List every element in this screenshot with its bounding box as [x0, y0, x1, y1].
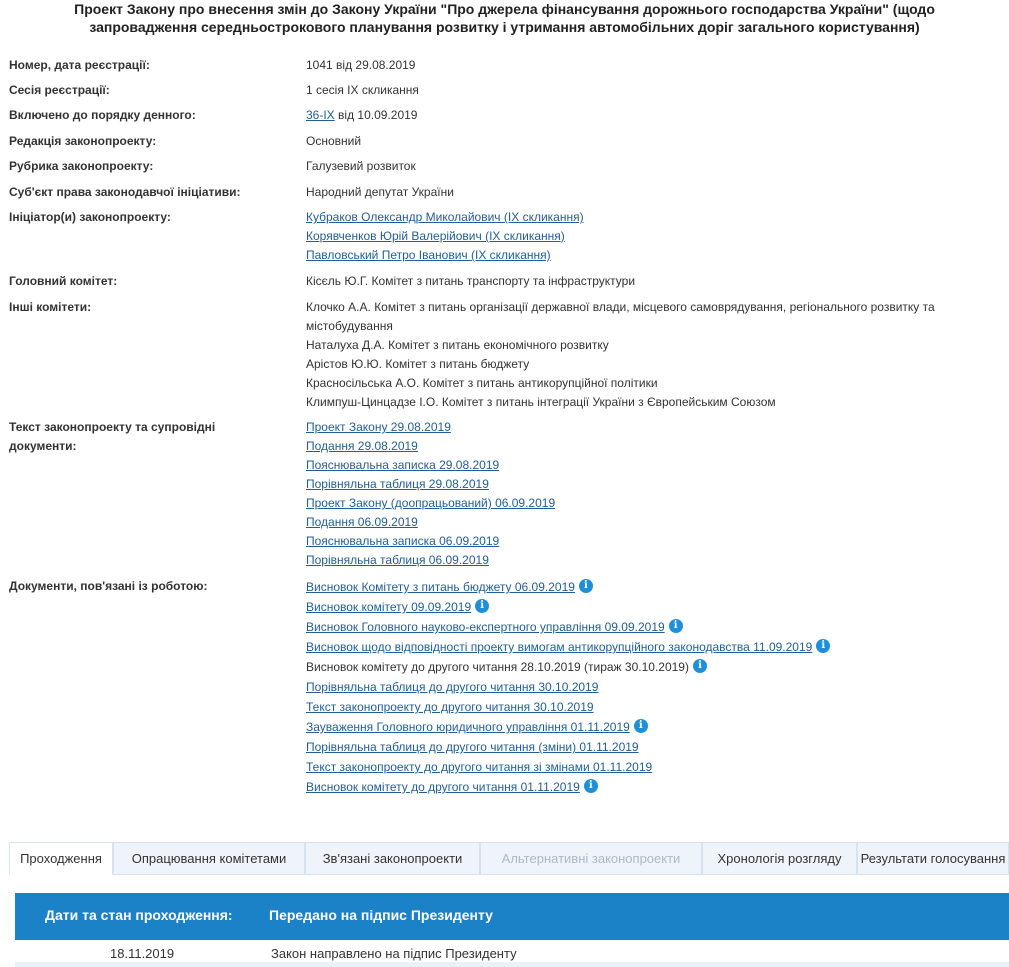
initiator-link[interactable]: Павловський Петро Іванович (IX скликання): [306, 248, 551, 262]
initiator-link[interactable]: Корявченков Юрій Валерійович (IX скликання): [306, 229, 565, 243]
committee-item: Клочко А.А. Комітет з питань організації державної влади, місцевого самоврядування, регіонального розвитку та містобудування: [306, 300, 935, 333]
related-document-link[interactable]: Висновок Комітету з питань бюджету 06.09.2019: [306, 580, 575, 594]
document-link[interactable]: Порівняльна таблиця 29.08.2019: [306, 477, 489, 491]
field-label: Головний комітет:: [9, 274, 118, 288]
info-icon[interactable]: i: [584, 779, 598, 793]
bill-title: [0, 0, 1009, 36]
passage-date: 18.11.2019: [110, 946, 175, 961]
related-document-link[interactable]: Порівняльна таблиця до другого читання 30.10.2019: [306, 680, 599, 694]
table-row: [15, 940, 1009, 962]
bill-title-line-2: запровадження середньострокового планування розвитку і утримання автомобільних доріг загального користування): [89, 19, 920, 35]
related-document-link[interactable]: Висновок Головного науково-експертного управління 09.09.2019: [306, 620, 665, 634]
field-label: Суб'єкт права законодавчої ініціативи:: [9, 185, 241, 199]
passage-header-label: Дати та стан проходження:: [45, 907, 233, 923]
related-document-link[interactable]: Зауваження Головного юридичного управління 01.11.2019: [306, 720, 630, 734]
info-icon[interactable]: i: [634, 719, 648, 733]
document-link[interactable]: Подання 29.08.2019: [306, 439, 418, 453]
info-icon[interactable]: i: [475, 599, 489, 613]
passage-header: [15, 893, 1009, 940]
related-document-link[interactable]: Текст законопроекту до другого читання 30.10.2019: [306, 700, 594, 714]
info-icon[interactable]: i: [816, 639, 830, 653]
tab-voting-results[interactable]: Результати голосування: [857, 842, 1009, 875]
bill-title-line-1: Проект Закону про внесення змін до Закону України "Про джерела фінансування дорожнього господарства України" (щодо: [74, 1, 935, 17]
document-link[interactable]: Пояснювальна записка 29.08.2019: [306, 458, 500, 472]
field-value: Народний депутат України: [306, 185, 454, 199]
related-document-text: Висновок комітету до другого читання 28.10.2019 (тираж 30.10.2019): [306, 660, 689, 674]
related-document-link[interactable]: Висновок щодо відповідності проекту вимогам антикорупційного законодавства 11.09.2019: [306, 640, 813, 654]
tab-alternative-bills: Альтернативні законопроекти: [480, 842, 702, 875]
tab-passage[interactable]: Проходження: [9, 842, 113, 875]
info-icon[interactable]: i: [669, 619, 683, 633]
related-document-link[interactable]: Порівняльна таблиця до другого читання (зміни) 01.11.2019: [306, 740, 639, 754]
field-label: Редакція законопроекту:: [9, 134, 157, 148]
field-value: Галузевий розвиток: [306, 159, 416, 173]
field-value: 1041 від 29.08.2019: [306, 58, 416, 72]
field-value: Основний: [306, 134, 362, 148]
tab-review-chronology[interactable]: Хронологія розгляду: [702, 842, 857, 875]
field-label: Рубрика законопроекту:: [9, 159, 154, 173]
committee-item: Климпуш-Цинцадзе І.О. Комітет з питань інтеграції України з Європейським Союзом: [306, 395, 776, 409]
info-icon[interactable]: i: [579, 579, 593, 593]
field-label: Сесія реєстрації:: [9, 83, 110, 97]
field-value: Кісєль Ю.Г. Комітет з питань транспорту та інфраструктури: [306, 274, 636, 288]
info-icon[interactable]: i: [693, 659, 707, 673]
table-row: [15, 962, 1009, 967]
field-label: Номер, дата реєстрації:: [9, 58, 150, 72]
document-link[interactable]: Проект Закону (доопрацьований) 06.09.2019: [306, 496, 556, 510]
field-label: Ініціатор(и) законопроекту:: [9, 210, 171, 224]
passage-event: Закон направлено на підпис Президенту: [271, 946, 517, 961]
document-link[interactable]: Подання 06.09.2019: [306, 515, 418, 529]
initiator-link[interactable]: Кубраков Олександр Миколайович (IX скликання): [306, 210, 584, 224]
related-document-link[interactable]: Текст законопроекту до другого читання зі змінами 01.11.2019: [306, 760, 653, 774]
committee-item: Наталуха Д.А. Комітет з питань економічного розвитку: [306, 338, 609, 352]
field-label-line: Текст законопроекту та супровідні: [9, 420, 216, 434]
document-link[interactable]: Порівняльна таблиця 06.09.2019: [306, 553, 489, 567]
field-label: [9, 418, 289, 456]
agenda-link[interactable]: 36-IX: [306, 108, 335, 122]
tab-committee-processing[interactable]: Опрацювання комітетами: [113, 842, 305, 875]
field-label: Включено до порядку денного:: [9, 108, 196, 122]
field-label: Інші комітети:: [9, 300, 92, 314]
related-document-link[interactable]: Висновок комітету 09.09.2019: [306, 600, 472, 614]
document-link[interactable]: Проект Закону 29.08.2019: [306, 420, 451, 434]
field-value: 1 сесія IX скликання: [306, 83, 419, 97]
related-document-link[interactable]: Висновок комітету до другого читання 01.11.2019: [306, 780, 580, 794]
committee-item: Арістов Ю.Ю. Комітет з питань бюджету: [306, 357, 530, 371]
tab-linked-bills[interactable]: Зв'язані законопроекти: [305, 842, 480, 875]
field-label: Документи, пов'язані із роботою:: [9, 579, 208, 593]
committee-item: Красносільська А.О. Комітет з питань антикорупційної політики: [306, 376, 658, 390]
passage-header-status: Передано на підпис Президенту: [269, 907, 493, 923]
agenda-date: від 10.09.2019: [338, 108, 418, 122]
document-link[interactable]: Пояснювальна записка 06.09.2019: [306, 534, 500, 548]
field-label-line: документи:: [9, 439, 77, 453]
tab-bar: [9, 842, 1009, 876]
passage-panel: [15, 893, 1009, 967]
